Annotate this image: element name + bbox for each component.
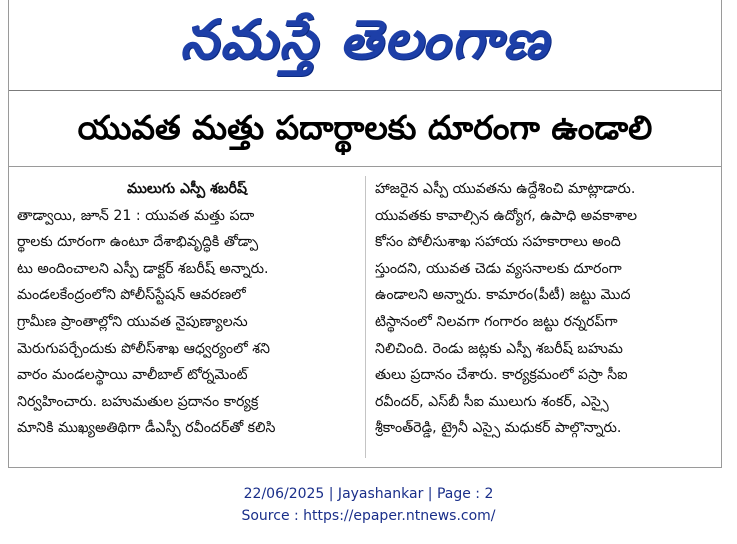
headline-divider (9, 166, 721, 167)
body-line: తాడ్వాయి, జూన్ 21 : యువత మత్తు పదా (17, 207, 255, 224)
body-line: టు అందించాలని ఎస్పీ డాక్టర్ శబరీష్ అన్నారు. (17, 260, 269, 277)
masthead-logo: నమస్తే తెలంగాణ (180, 8, 550, 71)
publication-info: 22/06/2025 | Jayashankar | Page : 2 (243, 486, 494, 502)
masthead-divider (9, 90, 721, 91)
article-column-right (375, 176, 713, 442)
body-line: మెరుగుపర్చేందుకు పోలీస్‌శాఖ ఆధ్వర్యంలో శని (17, 340, 270, 357)
body-line: యువతకు కావాల్సిన ఉద్యోగ, ఉపాధి అవకాశాల (375, 207, 638, 224)
body-line: ఉండాలని అన్నారు. కామారం(పీటీ) జట్టు మొద (375, 287, 631, 304)
article-headline: యువత మత్తు పదార్థాలకు దూరంగా ఉండాలి (77, 108, 653, 147)
body-line: వారం మండలస్థాయి వాలీబాల్ టోర్నమెంట్ (17, 367, 248, 384)
body-line: టిస్థానంలో నిలవగా గంగారం జట్టు రన్నరప్‌గా (375, 313, 618, 330)
body-line: నిర్వహించారు. బహుమతుల ప్రదానం కార్యక్ర (17, 393, 259, 410)
body-line: మండలకేంద్రంలోని పోలీస్‌స్టేషన్ ఆవరణలో (17, 287, 246, 304)
body-line: హాజరైన ఎస్పీ యువతను ఉద్దేశించి మాట్లాడారు. (375, 181, 636, 197)
body-line: తులు ప్రదానం చేశారు. కార్యక్రమంలో పస్రా సీఐ (375, 367, 628, 384)
body-line: మానికి ముఖ్యఅతిథిగా డీఎస్పీ రవీందర్‌తో కలిసి (17, 420, 276, 437)
body-line: గ్రామీణ ప్రాంతాల్లోని యువత నైపుణ్యాలను (17, 313, 248, 330)
body-line: స్తుందని, యువత చెడు వ్యసనాలకు దూరంగా (375, 260, 622, 277)
column-divider (365, 176, 366, 458)
body-line: నిలిచింది. రెండు జట్లకు ఎస్పీ శబరీష్ బహుమ (375, 340, 623, 357)
body-line: రవీందర్, ఎస్‌బీ సీఐ ములుగు శంకర్, ఎస్సై (375, 393, 609, 410)
body-line: కోసం పోలీసుశాఖ సహాయ సహకారాలు అంది (375, 234, 621, 251)
body-line: ర్థాలకు దూరంగా ఉంటూ దేశాభివృద్ధికి తోడ్పా (17, 234, 259, 251)
news-clipping (8, 0, 722, 468)
body-line: శ్రీకాంత్‌రెడ్డి, ట్రైనీ ఎస్సై మధుకర్ పాల్గొన్నారు. (375, 420, 622, 437)
article-column-left (17, 176, 357, 442)
source-info: Source : https://epaper.ntnews.com/ (241, 508, 496, 524)
article-byline: ములుగు ఎస్పీ శబరీష్ (126, 181, 248, 197)
masthead (9, 4, 721, 76)
